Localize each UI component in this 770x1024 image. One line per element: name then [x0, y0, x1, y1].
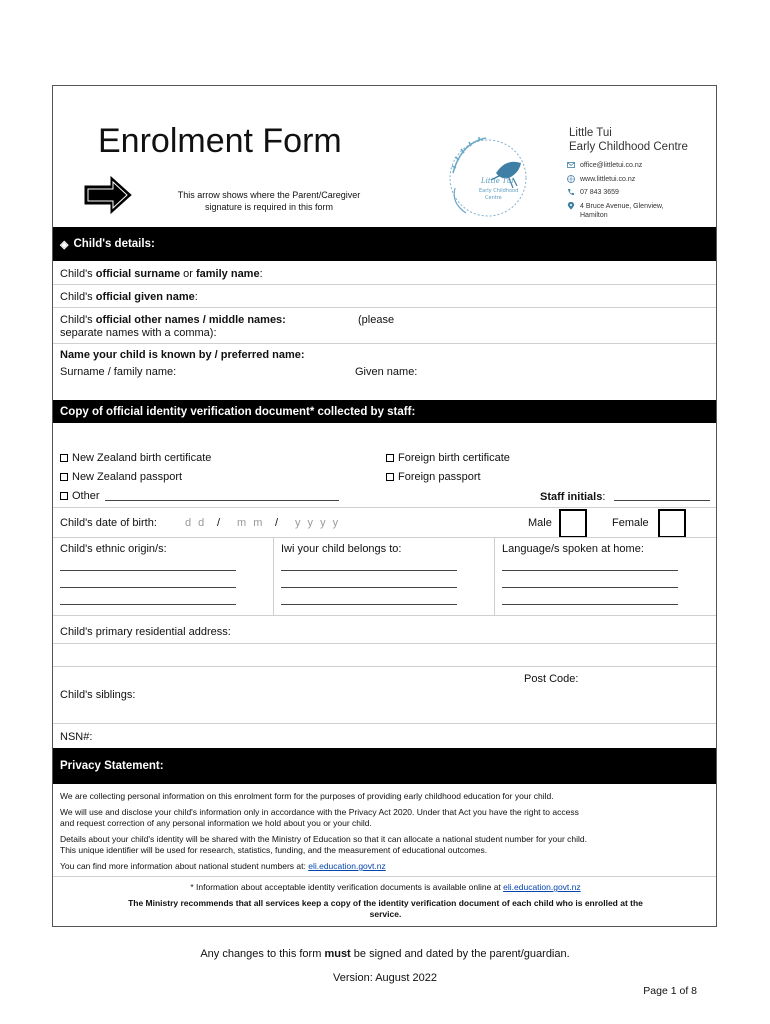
privacy-para-4: You can find more information about national student numbers at: eli.education.govt.nz	[60, 861, 386, 871]
other-line[interactable]	[105, 500, 339, 501]
dob-year[interactable]: y y y y	[295, 517, 341, 529]
contact-email: office@littletui.co.nz	[567, 161, 642, 170]
form-title: Enrolment Form	[98, 122, 342, 160]
identity-info-link[interactable]: eli.education.govt.nz	[503, 882, 581, 892]
contact-phone: 07 843 3659	[567, 188, 619, 197]
address-label: Child's primary residential address:	[60, 626, 231, 638]
mail-icon	[567, 161, 575, 169]
version-text: Version: August 2022	[333, 972, 437, 984]
siblings-label: Child's siblings:	[60, 689, 136, 701]
language-line-2[interactable]	[502, 587, 678, 588]
iwi-line-1[interactable]	[281, 570, 457, 571]
location-pin-icon	[567, 202, 575, 210]
privacy-header: Privacy Statement:	[53, 748, 716, 784]
iwi-line-3[interactable]	[281, 604, 457, 605]
arrow-right-icon	[83, 176, 133, 214]
phone-icon	[567, 188, 575, 196]
post-code-label: Post Code:	[524, 673, 579, 685]
language-line-1[interactable]	[502, 570, 678, 571]
ministry-recommendation: The Ministry recommends that all services keep a copy of the identity verification document of each child who is enrolled at the service.	[128, 898, 643, 919]
staff-initials-line[interactable]	[614, 500, 710, 501]
male-checkbox[interactable]	[559, 509, 587, 538]
male-label: Male	[528, 517, 552, 529]
foreign-birth-checkbox[interactable]: Foreign birth certificate	[386, 452, 510, 464]
svg-text:Early Childhood: Early Childhood	[479, 188, 519, 194]
contact-website: www.littletui.co.nz	[567, 175, 635, 184]
foreign-passport-checkbox[interactable]: Foreign passport	[386, 471, 481, 483]
language-line-3[interactable]	[502, 604, 678, 605]
identity-note: * Information about acceptable identity verification documents is available online at eli.education.govt.nz	[190, 882, 581, 892]
globe-icon	[567, 175, 575, 183]
privacy-para-3: Details about your child's identity will be shared with the Ministry of Education so that it can allocate a national student number for your child. This unique identifier will be used for research, statistics, funding, and the measurement of educational outcomes.	[60, 834, 588, 855]
privacy-para-1: We are collecting personal information on this enrolment form for the purposes of providing early childhood education for your child.	[60, 791, 554, 801]
iwi-label: Iwi your child belongs to:	[281, 543, 402, 555]
dob-day[interactable]: d d	[185, 517, 207, 529]
preferred-name-row[interactable]: Name your child is known by / preferred name: Surname / family name: Given name:	[60, 349, 418, 378]
contact-address: 4 Bruce Avenue, Glenview, Hamilton	[567, 202, 664, 220]
ethnic-line-3[interactable]	[60, 604, 236, 605]
dob-month[interactable]: m m	[237, 517, 265, 529]
language-label: Language/s spoken at home:	[502, 543, 644, 555]
childs-details-header: ◈ Child's details:	[53, 227, 716, 261]
other-names-row[interactable]: Child's official other names / middle names: (please separate names with a comma):	[53, 308, 716, 344]
changes-note: Any changes to this form must be signed and dated by the parent/guardian.	[200, 948, 570, 960]
enrolment-form: Enrolment Form This arrow shows where the Parent/Caregiver signature is required in this form Little Tui Early Childhood Centre Little Tui Early Childhood Centre office@littletui.co.nz www.littletui.co.nz 07 843 3659 4 Bruce Avenue, Glenview, Hamilton ◈ Child's details: Child's official surname or family name: Child's official given name: Child's official other names / middle names: (please separate names with a comma): Name your child is known by / preferred name: Surname / family name: Given name: Copy of official identity verification document* collected by staff: New Zealand birth certificate Foreign birth certificate New Zealand passport Foreign passport Other Staff initials: Child's date of birth: d d / m m / y y y y Male Female Child's ethnic origin/s: Iwi your child belongs to: Language/s spoken at home: Child's primary residential address: Post Code: Child's siblings: NSN#: Privacy Statement: We are collecting personal information on this enrolment form for the purposes of providing early childhood education for your child. We will use and disclose your child's information only in accordance with the Privacy Act 2020. Under that Act you have the right to access and request correction of any personal information we hold about you or your child. Details about your child's identity will be shared with the Ministry of Education so that it can allocate a national student number for your child. This unique identifier will be used for research, statistics, funding, and the measurement of educational outcomes. You can find more information about national student numbers at: eli.education.govt.nz * Information about acceptable identity verification documents is available online at eli.education.govt.nz The Ministry recommends that all services keep a copy of the identity verification document of each child who is enrolled at the service.	[52, 85, 717, 927]
centre-name: Little Tui Early Childhood Centre	[569, 127, 688, 153]
ethnic-line-2[interactable]	[60, 587, 236, 588]
ethnic-label: Child's ethnic origin/s:	[60, 543, 167, 555]
given-name-row[interactable]: Child's official given name:	[53, 285, 716, 308]
nz-passport-checkbox[interactable]: New Zealand passport	[60, 471, 182, 483]
staff-initials-label: Staff initials:	[540, 491, 606, 503]
identity-header: Copy of official identity verification document* collected by staff:	[53, 400, 716, 423]
privacy-para-2: We will use and disclose your child's information only in accordance with the Privacy Act 2020. Under that Act you have the right to access and request correction of any personal information we hold about you or your child.	[60, 807, 579, 828]
surname-row[interactable]: Child's official surname or family name:	[53, 262, 716, 285]
page-number: Page 1 of 8	[643, 985, 697, 997]
little-tui-logo	[441, 128, 536, 223]
address-line-2[interactable]	[53, 666, 716, 667]
address-line-1[interactable]	[53, 643, 716, 644]
nsn-info-link[interactable]: eli.education.govt.nz	[308, 861, 386, 871]
female-label: Female	[612, 517, 649, 529]
nz-birth-checkbox[interactable]: New Zealand birth certificate	[60, 452, 211, 464]
diamond-icon: ◈	[60, 238, 69, 251]
nsn-label: NSN#:	[60, 731, 93, 743]
arrow-note: This arrow shows where the Parent/Caregiver signature is required in this form	[177, 190, 361, 212]
dob-label: Child's date of birth:	[60, 517, 157, 529]
iwi-line-2[interactable]	[281, 587, 457, 588]
ethnic-line-1[interactable]	[60, 570, 236, 571]
other-checkbox[interactable]: Other	[60, 490, 100, 502]
svg-text:Little Tui: Little Tui	[481, 177, 514, 185]
female-checkbox[interactable]	[658, 509, 686, 538]
svg-text:Centre: Centre	[485, 195, 502, 201]
